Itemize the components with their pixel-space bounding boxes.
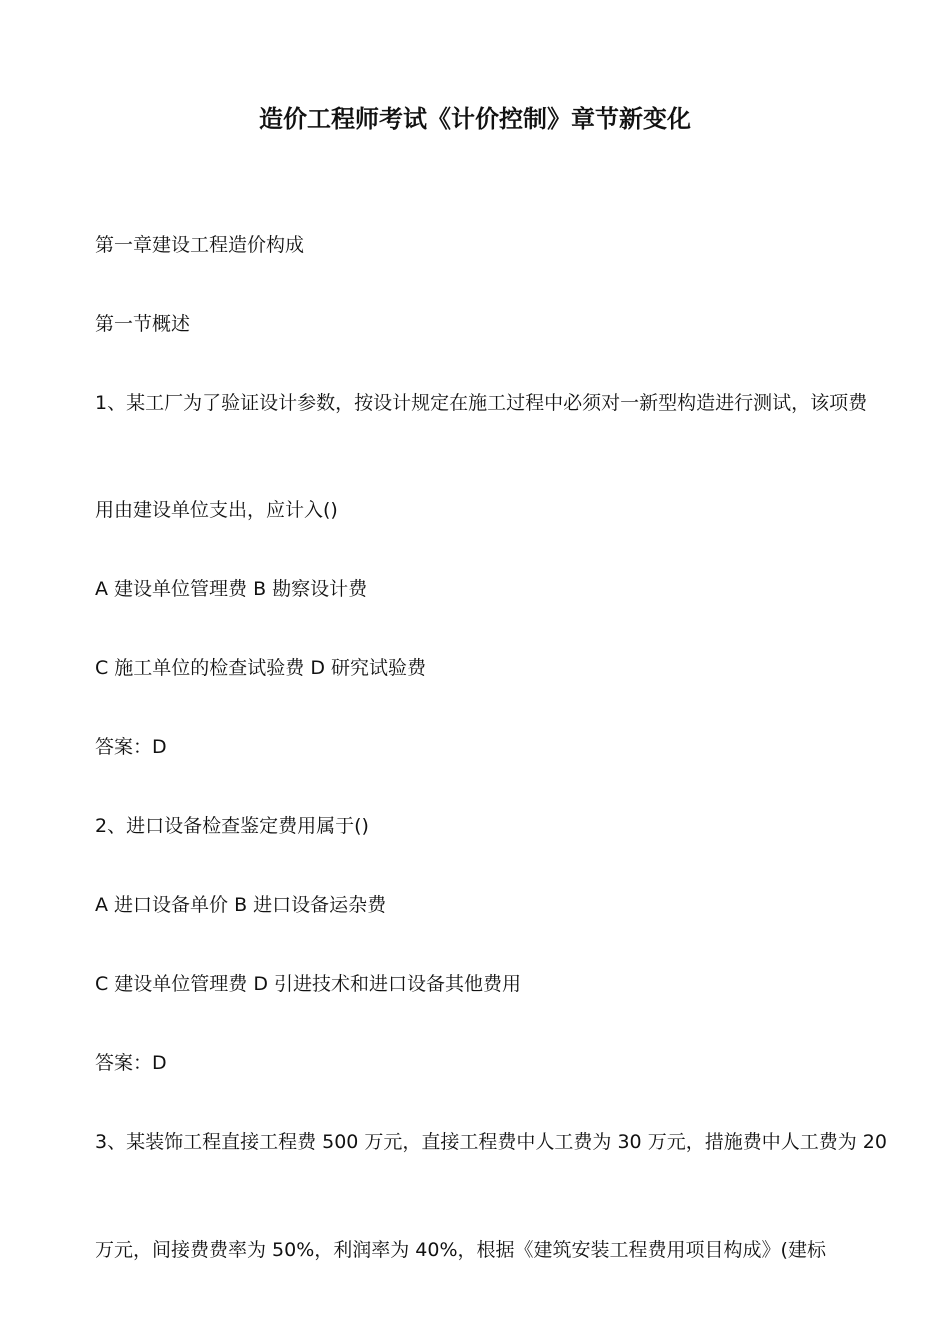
- question-3-line-1: 3、某装饰工程直接工程费 500 万元，直接工程费中人工费为 30 万元，措施费中人工费为 20: [95, 1131, 887, 1153]
- question-1-line-2: 用由建设单位支出，应计入(): [95, 499, 338, 521]
- question-2-options-ab: A 进口设备单价 B 进口设备运杂费: [95, 894, 387, 916]
- document-title: 造价工程师考试《计价控制》章节新变化: [259, 105, 691, 133]
- question-1-options-cd: C 施工单位的检查试验费 D 研究试验费: [95, 657, 427, 679]
- section-heading: 第一节概述: [95, 313, 191, 335]
- question-1-line-1: 1、某工厂为了验证设计参数，按设计规定在施工过程中必须对一新型构造进行测试，该项费: [95, 392, 868, 414]
- question-2-answer: 答案：D: [95, 1052, 167, 1074]
- question-2: 2、进口设备检查鉴定费用属于(): [95, 815, 369, 837]
- chapter-heading: 第一章建设工程造价构成: [95, 234, 305, 256]
- question-3-line-2: 万元，间接费费率为 50%，利润率为 40%，根据《建筑安装工程费用项目构成》(建标: [95, 1239, 826, 1261]
- question-1-options-ab: A 建设单位管理费 B 勘察设计费: [95, 578, 368, 600]
- question-1-answer: 答案：D: [95, 736, 167, 758]
- question-2-options-cd: C 建设单位管理费 D 引进技术和进口设备其他费用: [95, 973, 522, 995]
